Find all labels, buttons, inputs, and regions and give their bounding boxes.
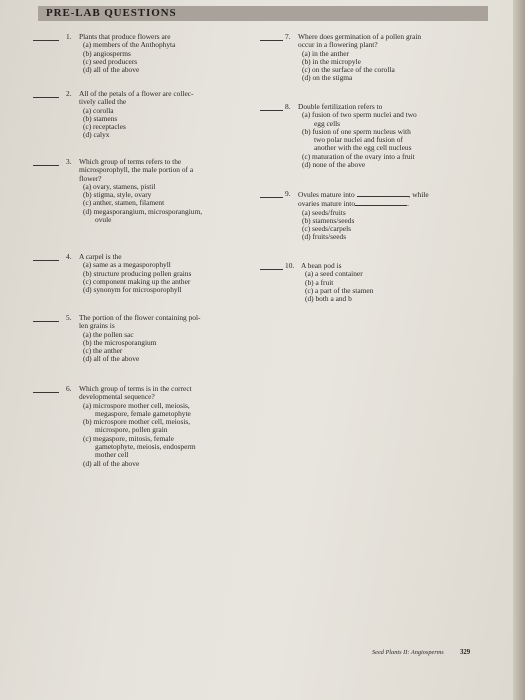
option-b: (b) angiosperms xyxy=(83,48,131,58)
question-stem-while: , while xyxy=(408,190,429,199)
option-a: (a) members of the Anthophyta xyxy=(83,40,176,50)
answer-blank-3[interactable] xyxy=(33,165,59,166)
running-footer: Seed Plants II: Angiosperms xyxy=(372,649,444,656)
question-stem-cont: tively called the xyxy=(79,97,127,107)
page-number: 329 xyxy=(460,649,471,656)
question-stem: Where does germination of a pollen grain xyxy=(298,32,422,41)
answer-blank-5[interactable] xyxy=(33,321,59,322)
option-d: (d) all of the above xyxy=(83,458,140,468)
option-d: (d) on the stigma xyxy=(302,73,353,83)
question-10 xyxy=(285,261,481,304)
answer-blank-9[interactable] xyxy=(260,197,283,198)
question-stem-cont: microsporophyll, the male portion of a xyxy=(79,165,194,175)
option-c: (c) on the surface of the corolla xyxy=(302,65,395,75)
question-number: 1. xyxy=(66,32,72,41)
question-5 xyxy=(66,313,259,364)
option-b: (b) a fruit xyxy=(305,277,334,287)
question-stem: Which group of terms refers to the xyxy=(79,157,182,166)
option-a: (a) the pollen sac xyxy=(83,329,134,339)
option-c: (c) component making up the anther xyxy=(83,276,191,286)
question-stem-cont: developmental sequence? xyxy=(79,392,155,402)
question-stem: All of the petals of a flower are collec- xyxy=(79,89,194,98)
option-c-cont: gametophyte, meiosis, endosperm xyxy=(95,442,196,452)
question-8 xyxy=(285,102,478,170)
answer-blank-1[interactable] xyxy=(33,40,59,41)
option-b: (b) structure producing pollen grains xyxy=(83,268,192,278)
answer-blank-10[interactable] xyxy=(260,269,283,270)
page-edge xyxy=(513,0,525,700)
question-stem: Double fertilization refers to xyxy=(298,102,383,111)
option-a: (a) same as a megasporophyll xyxy=(83,260,171,270)
option-b-cont: another with the egg cell nucleus xyxy=(314,143,412,153)
option-d: (d) calyx xyxy=(83,130,110,140)
option-d: (d) all of the above xyxy=(83,65,140,75)
question-stem: Plants that produce flowers are xyxy=(79,32,171,41)
answer-blank-8[interactable] xyxy=(260,110,283,111)
question-stem: Ovules mature into xyxy=(298,190,355,199)
question-9: 9. Ovules mature into , while ovaries mature into . (a) seeds/fruits (b) stamens/seeds (c) seeds/carpels (d) fruits/seeds xyxy=(298,190,478,242)
question-number: 7. xyxy=(285,32,291,41)
option-b: (b) stamens xyxy=(83,113,118,123)
option-a: (a) corolla xyxy=(83,105,114,115)
question-2 xyxy=(66,89,249,140)
option-c: (c) anther, stamen, filament xyxy=(83,198,165,208)
question-1 xyxy=(66,32,249,75)
option-c: (c) the anther xyxy=(83,346,123,356)
question-stem: A carpel is the xyxy=(79,252,122,261)
option-c: (c) seed producers xyxy=(83,56,138,66)
question-number: 8. xyxy=(285,102,291,111)
question-stem: A bean pod is xyxy=(301,261,342,270)
answer-blank-2[interactable] xyxy=(33,97,59,98)
question-7 xyxy=(285,32,478,83)
option-c: (c) maturation of the ovary into a fruit xyxy=(302,151,415,161)
option-a: (a) in the anther xyxy=(302,48,349,58)
question-stem-cont: ovaries mature into xyxy=(298,199,356,209)
question-stem-cont: occur in a flowering plant? xyxy=(298,40,378,50)
option-c: (c) seeds/carpels xyxy=(302,224,352,234)
option-b: (b) the microsporangium xyxy=(83,337,157,347)
option-b: (b) stamens/seeds xyxy=(302,215,355,225)
question-number: 10. xyxy=(285,261,295,270)
question-stem-cont: flower? xyxy=(79,173,102,183)
option-d: (d) megasporangium, microsporangium, xyxy=(83,206,203,216)
answer-blank-6[interactable] xyxy=(33,392,59,393)
option-b: (b) microspore mother cell, meiosis, xyxy=(83,417,191,427)
question-stem: Which group of terms is in the correct xyxy=(79,384,192,393)
question-number: 2. xyxy=(66,89,72,98)
option-a: (a) fusion of two sperm nuclei and two xyxy=(302,110,417,120)
answer-blank-4[interactable] xyxy=(33,260,59,261)
option-b: (b) fusion of one sperm nucleus with xyxy=(302,126,411,136)
question-number: 3. xyxy=(66,157,72,166)
option-b-cont: microspore, pollen grain xyxy=(95,425,168,435)
question-number: 5. xyxy=(66,313,72,322)
option-c: (c) megaspore, mitosis, female xyxy=(83,433,174,443)
option-d: (d) both a and b xyxy=(305,294,352,304)
question-3 xyxy=(66,157,259,225)
option-c: (c) receptacles xyxy=(83,122,126,132)
option-d: (d) fruits/seeds xyxy=(302,232,347,242)
option-d: (d) all of the above xyxy=(83,354,140,364)
option-a-cont: megaspore, female gametophyte xyxy=(95,408,191,418)
option-a: (a) microspore mother cell, meiosis, xyxy=(83,400,190,410)
option-d: (d) synonym for microsporophyll xyxy=(83,285,182,295)
option-a: (a) a seed container xyxy=(305,269,363,279)
option-a: (a) ovary, stamens, pistil xyxy=(83,181,156,191)
section-header: PRE-LAB QUESTIONS xyxy=(38,6,488,21)
question-stem-cont: len grains is xyxy=(79,321,115,331)
option-d: (d) none of the above xyxy=(302,160,366,170)
question-6 xyxy=(66,384,259,468)
option-c: (c) a part of the stamen xyxy=(305,285,374,295)
option-d-cont: ovule xyxy=(95,215,112,225)
option-a: (a) seeds/fruits xyxy=(302,207,346,217)
question-number: 6. xyxy=(66,384,72,393)
question-number: 4. xyxy=(66,252,72,261)
fill-in-blank-2[interactable] xyxy=(355,199,407,206)
option-a-cont: egg cells xyxy=(314,118,341,128)
fill-in-blank-1[interactable] xyxy=(357,190,409,197)
question-number: 9. xyxy=(285,189,291,198)
question-stem: The portion of the flower containing pol- xyxy=(79,313,201,322)
answer-blank-7[interactable] xyxy=(260,40,283,41)
option-b: (b) stigma, style, ovary xyxy=(83,190,152,200)
option-b: (b) in the micropyle xyxy=(302,56,361,66)
option-b-cont: two polar nuclei and fusion of xyxy=(314,135,403,145)
option-c-cont: mother cell xyxy=(95,450,129,460)
question-4 xyxy=(66,252,259,295)
